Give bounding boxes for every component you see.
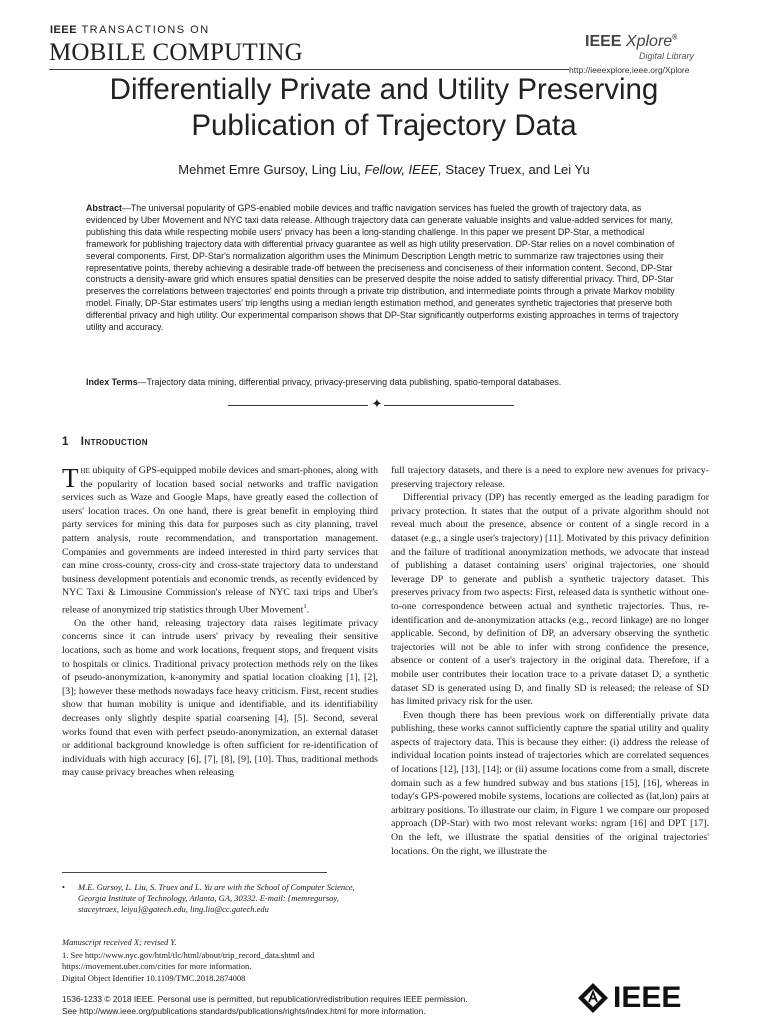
doi-line: Digital Object Identifier 10.1109/TMC.2018.2874008: [62, 973, 246, 983]
index-terms-text: —Trajectory data mining, differential privacy, privacy-preserving data publishing, spatio-temporal databases.: [137, 377, 562, 387]
paper-title: [0, 72, 768, 144]
intro-text: ubiquity of GPS-equipped mobile devices and smart-phones, along with the popularity of location based social networks and traffic navigation services such as Waze and Google Maps, have greatly eased the collection of users' location traces. On one hand, there is great benefit in employing third party services for mining this data for purposes such as city planning, travel pattern analysis, route recommendation, and transportation management. Companies and governments are indeed interested in third party services that can mine cross-county, cross-city and cross-state trajectory data to understand business development potentials and economic trends, as recently evidenced by NYC Taxi & Limousine Commission's release of NYC taxi trips and Uber's release of anonymized trip statistics through Uber Movement: [62, 465, 378, 616]
paper-authors: [0, 162, 768, 177]
abstract-label: Abstract: [86, 203, 123, 213]
copyright-line-1: 1536-1233 © 2018 IEEE. Personal use is permitted, but republication/redistribution requires IEEE permission.: [62, 994, 468, 1004]
title-line-1: Differentially Private and Utility Preserving: [109, 73, 659, 106]
index-terms-label: Index Terms: [86, 377, 138, 387]
section-heading: [62, 436, 148, 448]
affiliation-text: M.E. Gursoy, L. Liu, S. Truex and L. Yu are with the School of Computer Science, Georgia Institute of Technology, Atlanta, GA, 30332. E-mail: {memregursoy, staceytruex, leiyu}@gatech.edu, ling.liu@cc.gatech.edu: [78, 882, 355, 914]
xplore-url-link[interactable]: http://ieeexplore.ieee.org/Xplore: [569, 65, 690, 75]
copyright-line-2: See http://www.ieee.org/publications standards/publications/rights/index.html for more information.: [62, 1006, 426, 1016]
masthead-rule: [49, 69, 569, 70]
ieee-diamond-icon: [577, 982, 609, 1014]
dropcap: T: [62, 463, 79, 493]
body-column-left: [62, 464, 378, 780]
journal-series-label: [50, 24, 210, 36]
body-column-right: [391, 464, 709, 858]
affiliation-bullet: •: [62, 882, 65, 892]
journal-name: MOBILE COMPUTING: [49, 39, 303, 66]
intro-smallcaps: he: [80, 465, 90, 476]
paragraph-right-1: full trajectory datasets, and there is a need to explore new avenues for privacy-preserving trajectory release.: [391, 465, 709, 490]
ieee-logo: [577, 981, 681, 1015]
journal-series-rest: TRANSACTIONS ON: [81, 24, 210, 36]
ieee-xplore-logo[interactable]: [585, 33, 677, 51]
separator-line-right: [384, 405, 514, 406]
xplore-registered-mark: ®: [672, 34, 678, 42]
section-title: Introduction: [80, 436, 148, 448]
footnote-ref-1[interactable]: 1: [303, 602, 307, 610]
paragraph-intro-1: [62, 464, 378, 617]
xplore-subtitle: Digital Library: [639, 51, 695, 61]
authors-fellow: Fellow, IEEE,: [364, 162, 442, 177]
xplore-ieee-text: IEEE: [585, 33, 622, 50]
manuscript-note: Manuscript received X; revised Y.: [62, 937, 177, 947]
paragraph-right-2: Differential privacy (DP) has recently emerged as the leading paradigm for privacy protection. It states that the output of a private algorithm should not reveal much about the presence, absence or content of a single record in a dataset (e.g., a single user's trajectory) [11]. Motivated by this privacy definition and the failure of traditional anonymization methods, we advocate that instead of publishing a dataset containing users' original trajectories, one should leverage DP to generate and publish a synthetic trajectory dataset. This preserves privacy from two aspects: First, released data is synthetic without one-to-one correspondence between actual and synthetic trajectories. Thus, re-identification and de-anonymization attacks (e.g., record linkage) are no longer applicable. Second, by definition of DP, an adversary observing the synthetic trajectories will not be able to infer with strong confidence the presence, absence or content of a user's trajectory in the original data. Therefore, if a mobile user contributes their location trace to a private dataset D, a synthetic dataset SD is generated using D, and finally SD is released; the release of SD has limited privacy risk for the user.: [391, 492, 709, 708]
separator-star-icon: ✦: [371, 396, 383, 411]
section-number: 1: [62, 436, 69, 448]
paragraph-intro-2: On the other hand, releasing trajectory data raises legitimate privacy concerns since it can intrude users' privacy by revealing their sensitive locations, such as home and work locations, frequent stops, and frequent visits to hospitals or clinics. Traditional privacy protection methods rely on the likes of pseudo-anonymization, k-anonymity and spatial location cloaking [1], [2], [3]; however these methods nowadays face heavy criticism. First, recent studies show that human mobility is unique and identifiable, and its identifiability decreases only slightly despite spatial coarsening [4], [5]. Second, several works found that even with perfect pseudo-anonymization, an external dataset or additional background knowledge is often sufficient for re-identification of individuals with high accuracy [6], [7], [8], [9], [10]. Thus, traditional methods may cause privacy breaches when releasing: [62, 617, 378, 779]
xplore-name-text: Xplore: [625, 33, 673, 50]
journal-prefix: IEEE: [50, 24, 78, 36]
intro-end: .: [306, 604, 310, 616]
abstract-text: —The universal popularity of GPS-enabled mobile devices and traffic navigation services has fueled the growth of trajectory data, as evidenced by Uber Movement and NYC taxi data release. Although trajectory data can generate valuable insights and value-added services for many, publishing this data while respecting mobile users' privacy has been a long-standing challenge. In this paper we present DP-Star, a methodical framework for publishing trajectory data with differential privacy guarantee as well as high utility preservation. DP-Star relies on a novel combination of several components. First, DP-Star's normalization algorithm uses the Minimum Description Length metric to summarize raw trajectories using their representative points, thereby achieving a desirable trade-off between the preciseness and conciseness of their information content. Second, DP-Star constructs a density-aware grid which ensures spatial densities can be preserved despite the noise added to satisfy differential privacy. Third, DP-Star preserves the correlations between trajectories' end points through a private trip distribution, and intermediate points through a private Markov mobility model. Finally, DP-Star estimates users' trip lengths using a median length estimation method, and generates synthetic trajectories that preserve both differential privacy and high utility. Our experimental comparison shows that DP-Star significantly outperforms existing approaches in terms of trajectory utility and accuracy.: [86, 203, 679, 333]
authors-rest: Stacey Truex, and Lei Yu: [445, 162, 590, 177]
footnote-1: 1. See http://www.nyc.gov/html/tlc/html/about/trip_record_data.shtml and https://movement.uber.com/cities for more information.: [62, 950, 315, 971]
paragraph-right-3: Even though there has been previous work on differentially private data publishing, these works cannot sufficiently capture the spatial utility and quality aspects of trajectory data. This is because they either: (i) address the release of individual location points instead of trajectories which are correlated sequences of locations [12], [13], [14]; or (ii) assume locations come from a small, discrete domain such as a few hundred subway and bus stations [15], [16], whereas in today's GPS-powered mobile systems, locations are collected as (lat,lon) pairs at arbitrary positions. To illustrate our claim, in Figure 1 we compare our proposed approach (DP-Star) with two most relevant works: ngram [16] and DPT [17]. On the left, we illustrate the spatial densities of the original trajectories' locations. On the right, we illustrate the: [391, 709, 709, 857]
footnote-rule: [62, 872, 327, 873]
ieee-logo-text: IEEE: [613, 981, 682, 1014]
index-terms: [86, 377, 686, 387]
authors-first: Mehmet Emre Gursoy, Ling Liu,: [178, 162, 361, 177]
title-line-2: Publication of Trajectory Data: [191, 109, 577, 142]
separator-line-left: [228, 405, 368, 406]
abstract: [86, 203, 682, 334]
copyright-notice: [62, 993, 582, 1017]
author-affiliation: [62, 882, 378, 915]
